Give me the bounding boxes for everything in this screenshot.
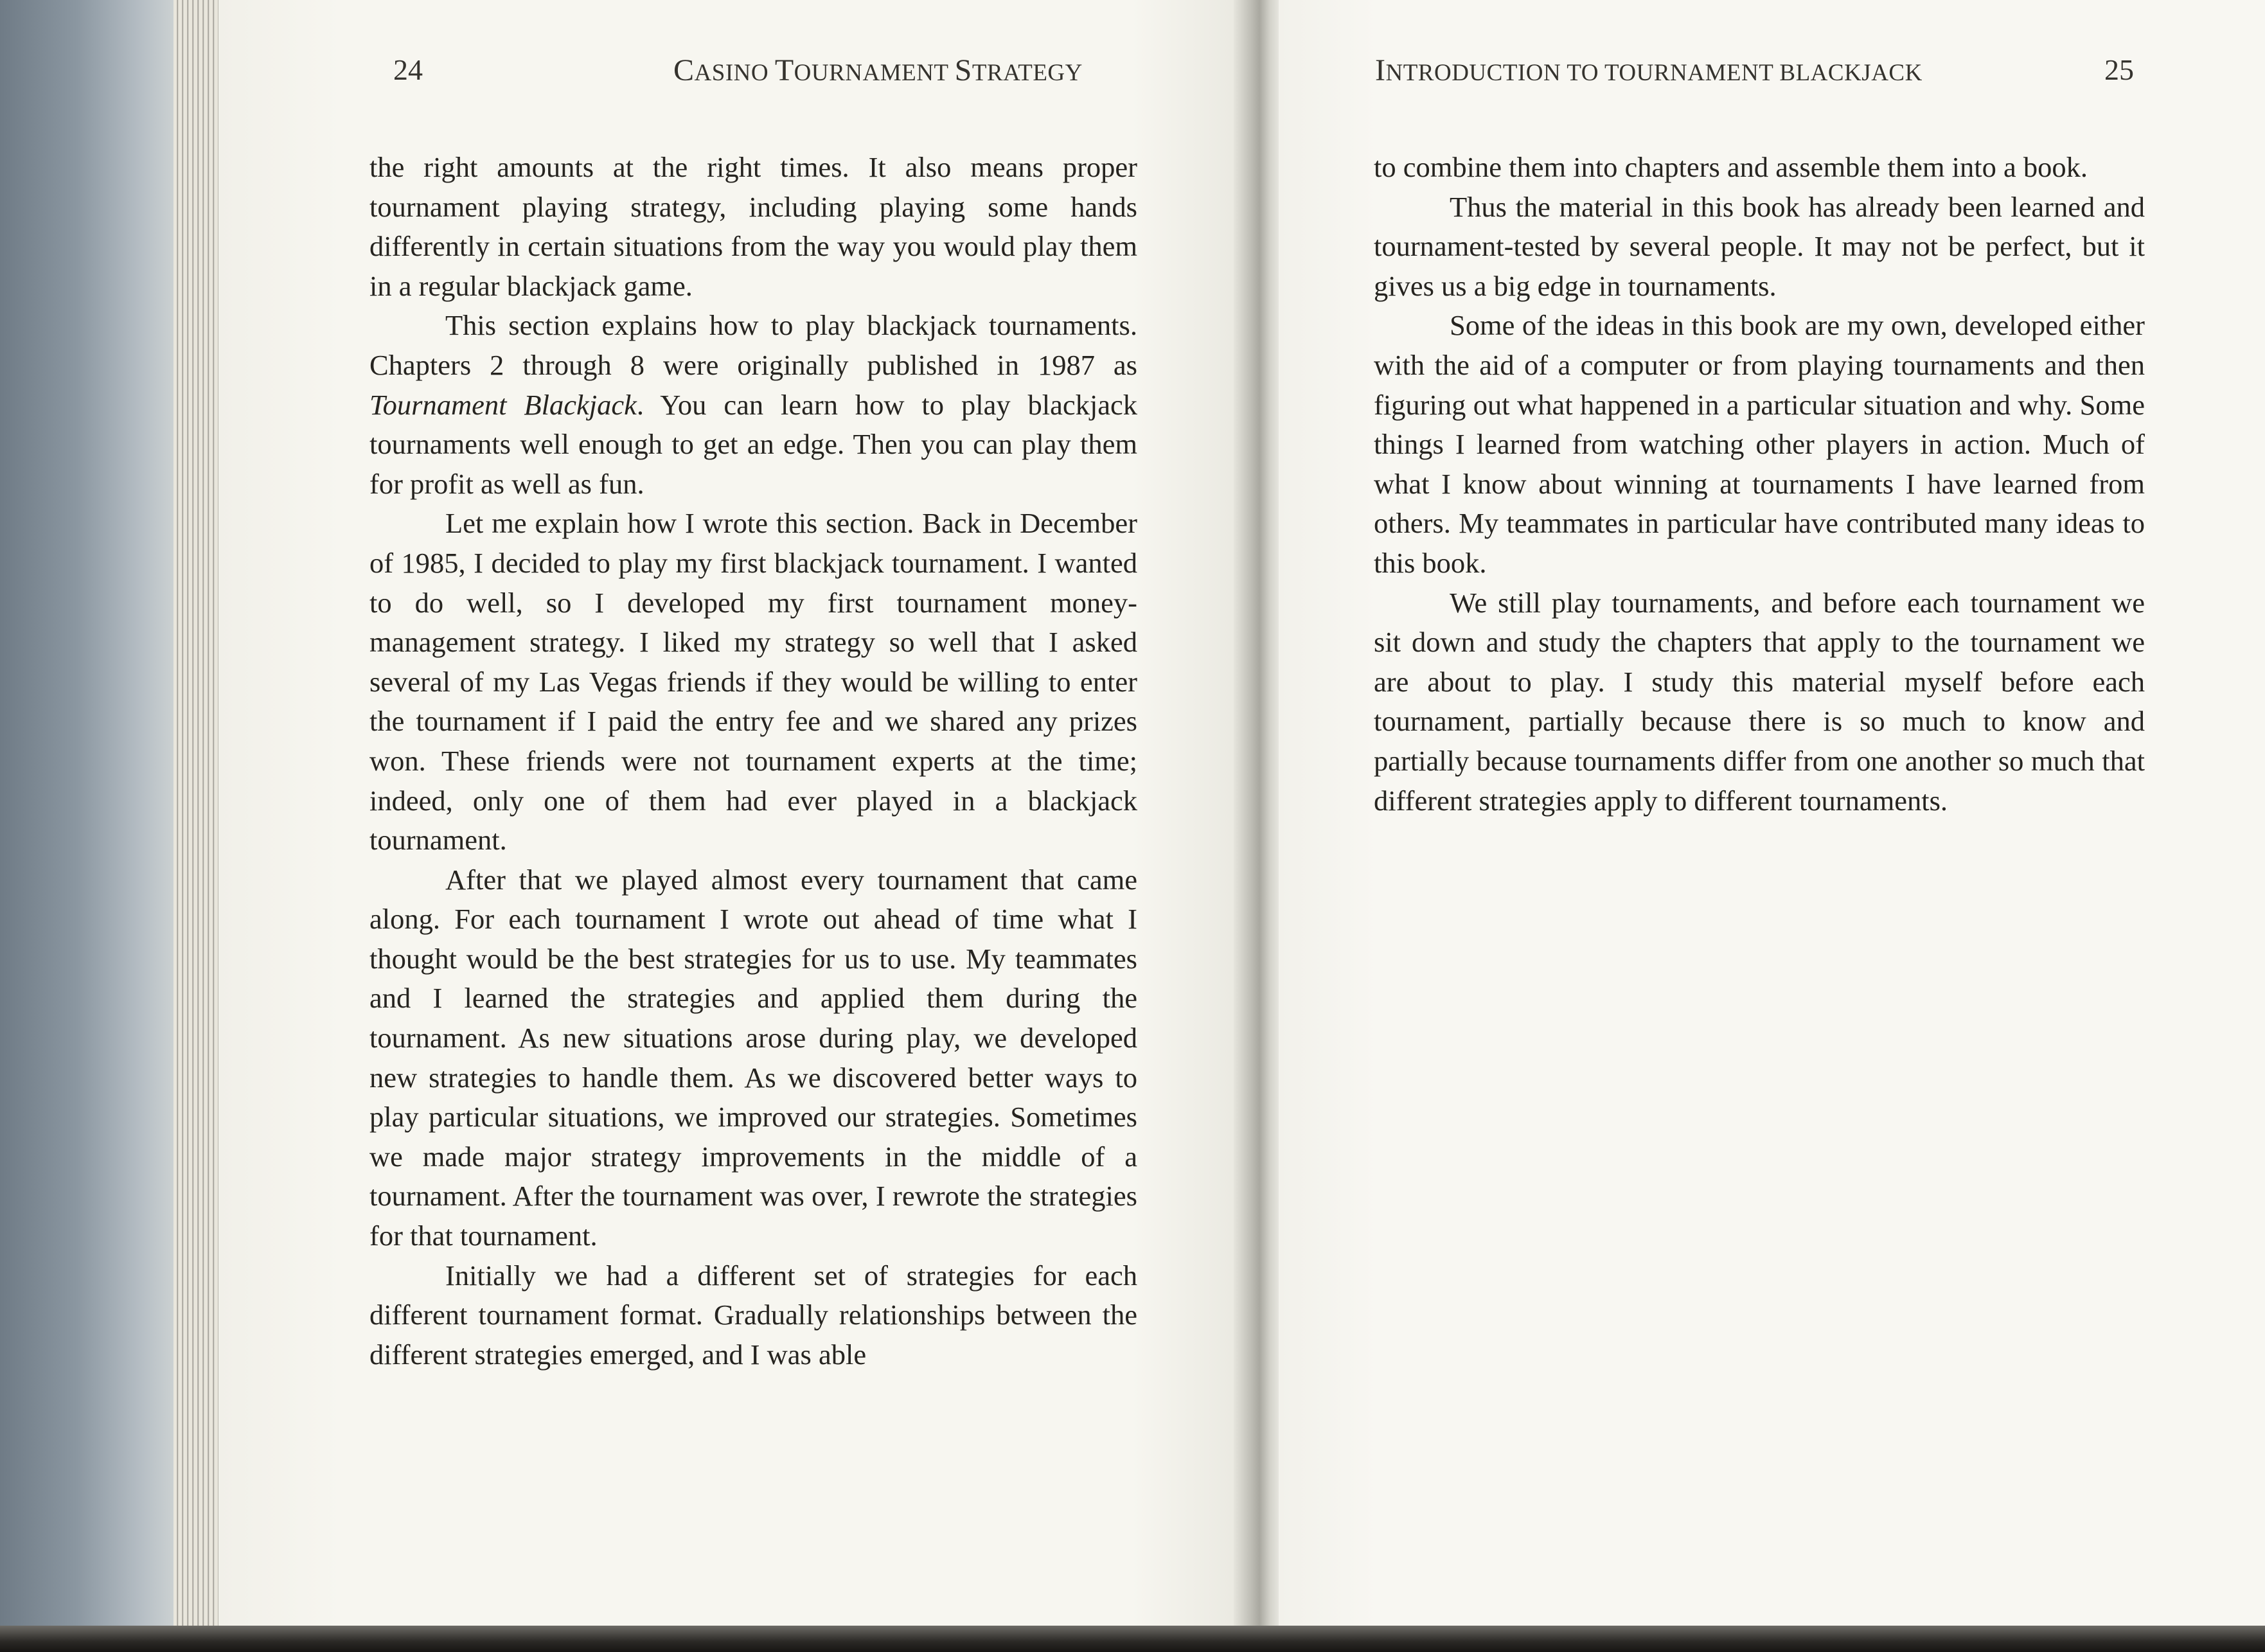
left-paragraph-2: This section explains how to play blackjack tournaments. Chapters 2 through 8 were originally published in 1987 as Tournament Blackjack. You can learn how to play blackjack tournaments well enough to get an edge. Then you can play them for profit as well as fun. xyxy=(369,309,1137,500)
right-paragraph-2: Thus the material in this book has already been learned and tournament-tested by several people. It may not be perfect, but it gives us a big edge in tournaments. xyxy=(1374,190,2145,302)
left-page-body xyxy=(369,148,1137,1374)
scanner-shadow xyxy=(0,0,193,1652)
right-running-head: INTRODUCTION TO TOURNAMENT BLACKJACK xyxy=(1375,53,1923,87)
right-paragraph-3: Some of the ideas in this book are my own, developed either with the aid of a computer or from playing tournaments and then figuring out what happened in a particular situation and why. Some things I learned from watching other players in action. Much of what I know about winning at tournaments I have learned from others. My teammates in particular have contributed many ideas to this book. xyxy=(1374,309,2145,579)
scan-bottom-edge xyxy=(0,1626,2265,1652)
left-paragraph-3: Let me explain how I wrote this section. Back in December of 1985, I decided to play my first blackjack tournament. I wanted to do well, so I developed my first tournament money-management strategy. I liked my strategy so well that I asked several of my Las Vegas friends if they would be willing to enter the tournament if I paid the entry fee and we shared any prizes won. These friends were not tournament experts at the time; indeed, only one of them had ever played in a blackjack tournament. xyxy=(369,507,1137,857)
left-running-head: CASINO TOURNAMENT STRATEGY xyxy=(673,53,1083,87)
book-gutter xyxy=(1234,0,1285,1652)
right-paragraph-1: to combine them into chapters and assemble them into a book. xyxy=(1374,151,2088,183)
book-title-italic: Tournament Blackjack xyxy=(369,388,637,421)
right-page-number: 25 xyxy=(2104,53,2134,86)
left-paragraph-5: Initially we had a different set of strategies for each different tournament format. Gradually relationships between the different strategies emerged, and I was able xyxy=(369,1259,1137,1371)
right-paragraph-4: We still play tournaments, and before each tournament we sit down and study the chapters that apply to the tournament we are about to play. I study this material myself before each tournament, partially because there is so much to know and partially because tournaments differ from one another so much that different strategies apply to different tournaments. xyxy=(1374,586,2145,817)
right-page-body xyxy=(1374,148,2145,821)
left-paragraph-4: After that we played almost every tournament that came along. For each tournament I wrote out ahead of time what I thought would be the best strategies for us to use. My teammates and I learned the strategies and applied them during the tournament. As new situations arose during play, we developed new strategies to handle them. As we discovered better ways to play particular situations, we improved our strategies. Sometimes we made major strategy improvements in the middle of a tournament. After the tournament was over, I rewrote the strategies for that tournament. xyxy=(369,863,1137,1252)
left-paragraph-1: the right amounts at the right times. It also means proper tournament playing strategy, including playing some hands differently in certain situations from the way you would play them in a regular blackjack game. xyxy=(369,151,1137,302)
left-page-number: 24 xyxy=(393,53,423,86)
